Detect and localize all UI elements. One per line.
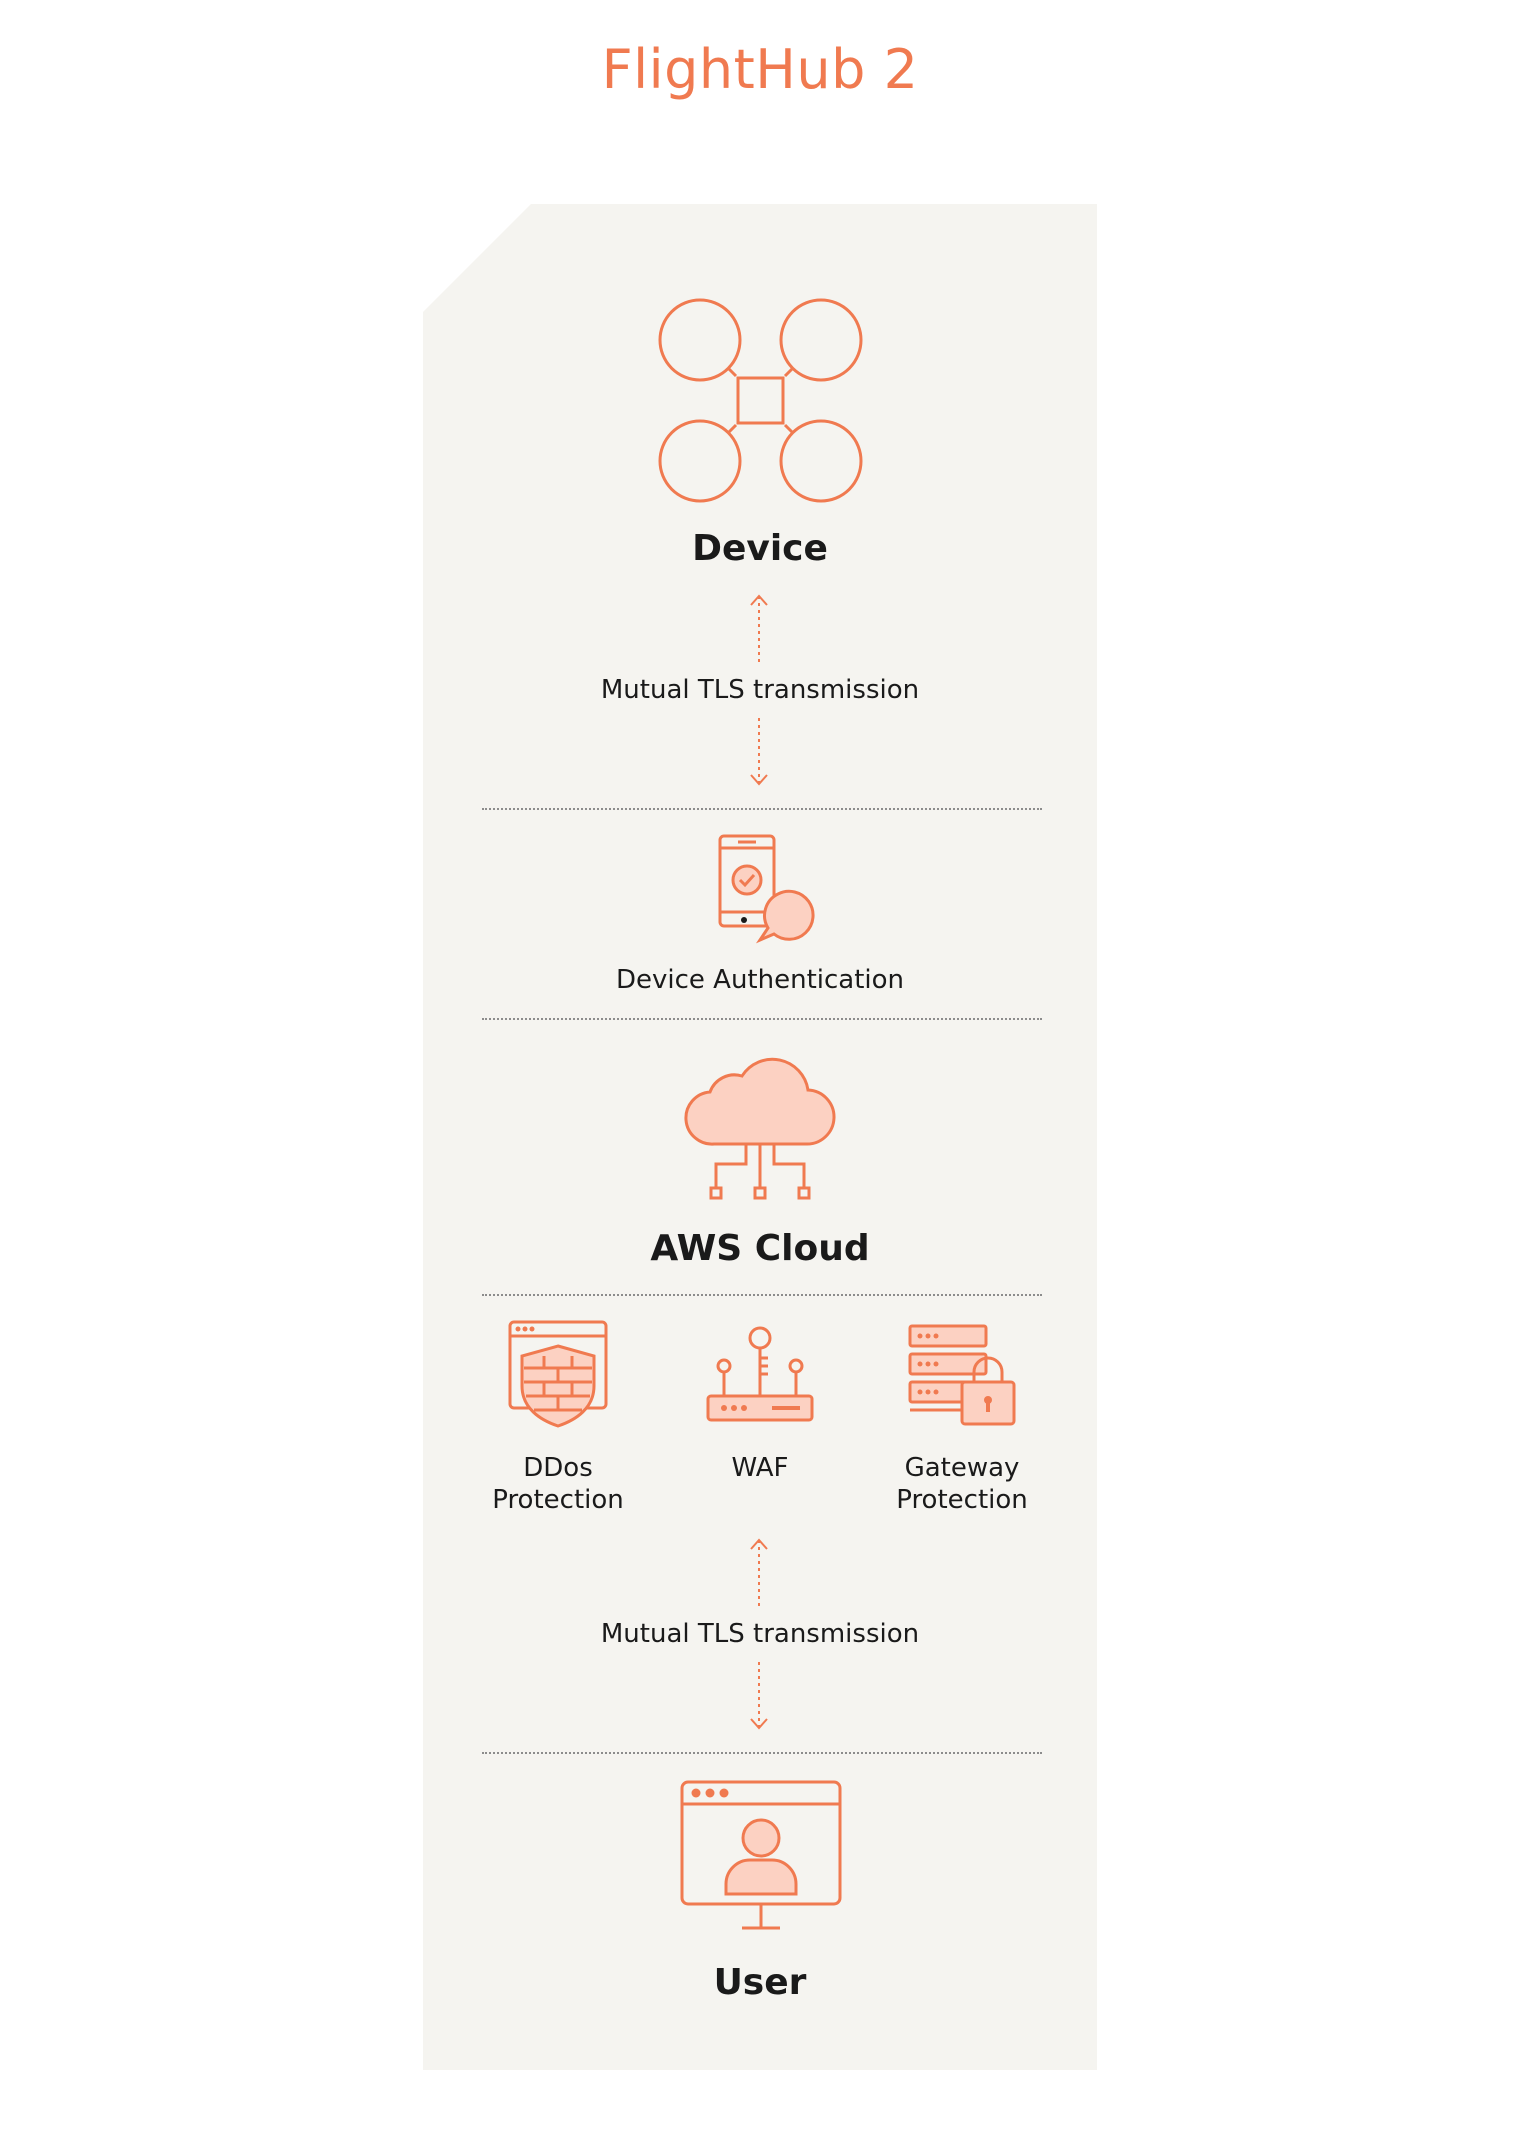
section-divider	[482, 1752, 1042, 1754]
bidirectional-arrow-top	[744, 594, 774, 664]
firewall-shield-icon	[508, 1320, 608, 1428]
section-divider	[482, 808, 1042, 810]
gateway-label: Gateway Protection	[896, 1453, 1028, 1515]
cloud-network-icon	[684, 1046, 836, 1200]
user-monitor-icon	[680, 1780, 842, 1932]
waf-label: WAF	[731, 1453, 789, 1483]
user-label: User	[713, 1962, 807, 2003]
ddos-label: DDos Protection	[492, 1453, 624, 1515]
server-lock-icon	[908, 1324, 1018, 1428]
bidirectional-arrow-top-lower	[744, 716, 774, 786]
drone-icon	[658, 298, 863, 503]
phone-check-chat-icon	[716, 834, 808, 942]
device-auth-label: Device Authentication	[615, 965, 905, 995]
section-divider	[482, 1018, 1042, 1020]
bidirectional-arrow-bottom	[744, 1538, 774, 1608]
section-divider	[482, 1294, 1042, 1296]
device-label: Device	[692, 528, 828, 569]
aws-cloud-label: AWS Cloud	[650, 1228, 870, 1269]
mutual-tls-label-bottom: Mutual TLS transmission	[600, 1619, 920, 1649]
bidirectional-arrow-bottom-lower	[744, 1660, 774, 1730]
router-antenna-icon	[706, 1326, 814, 1424]
mutual-tls-label-top: Mutual TLS transmission	[600, 675, 920, 705]
page-title: FlightHub 2	[601, 38, 919, 101]
